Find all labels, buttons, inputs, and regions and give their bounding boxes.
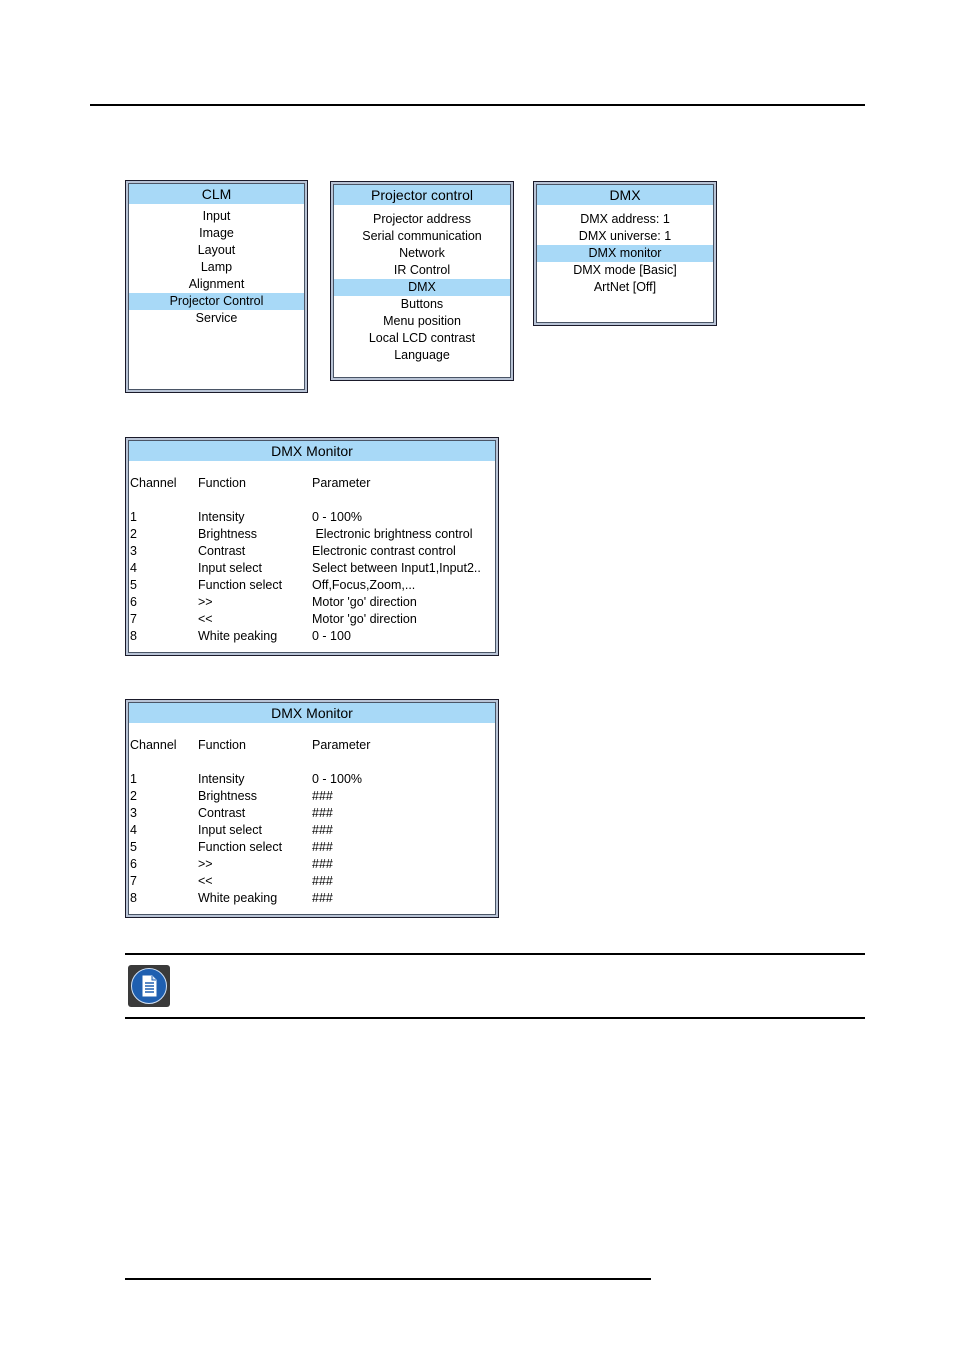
parameter-cell: Electronic brightness control [312, 527, 473, 541]
parameter-cell: 0 - 100 [312, 629, 351, 643]
projector-control-menu-title: Projector control [334, 185, 510, 205]
dmx-monitor-header-row [129, 737, 495, 754]
menu-item[interactable]: Serial communication [362, 229, 482, 243]
dmx-menu-title: DMX [537, 185, 713, 205]
table-row [129, 526, 495, 543]
menu-item[interactable]: Menu position [383, 314, 461, 328]
note-document-icon [128, 965, 170, 1007]
function-cell: Contrast [198, 544, 246, 558]
function-header: Function [198, 476, 246, 490]
function-cell: Input select [198, 823, 262, 837]
menu-item[interactable]: DMX address: 1 [580, 212, 670, 226]
table-row [129, 611, 495, 628]
dmx-menu-items [537, 211, 713, 296]
channel-cell: 8 [130, 891, 137, 905]
function-cell: White peaking [198, 891, 278, 905]
function-cell: Function select [198, 840, 283, 854]
channel-cell: 4 [130, 823, 137, 837]
table-row [129, 771, 495, 788]
projector-control-menu [330, 181, 514, 381]
function-cell: >> [198, 857, 213, 871]
channel-cell: 4 [130, 561, 137, 575]
parameter-cell: Motor 'go' direction [312, 595, 417, 609]
table-row [129, 560, 495, 577]
channel-cell: 2 [130, 527, 137, 541]
function-cell: << [198, 612, 213, 626]
channel-cell: 2 [130, 789, 137, 803]
function-cell: Intensity [198, 510, 245, 524]
channel-cell: 6 [130, 857, 137, 871]
dmx-monitor-title: DMX Monitor [129, 703, 495, 723]
table-row [129, 577, 495, 594]
menu-item[interactable]: DMX universe: 1 [578, 229, 672, 243]
parameter-cell: ### [312, 874, 333, 888]
parameter-cell: 0 - 100% [312, 772, 363, 786]
channel-cell: 3 [130, 544, 137, 558]
channel-cell: 3 [130, 806, 137, 820]
dmx-monitor-panel-1 [125, 437, 499, 656]
channel-header: Channel [130, 738, 177, 752]
parameter-cell: ### [312, 823, 333, 837]
table-row [129, 628, 495, 645]
menu-item[interactable]: Buttons [400, 297, 444, 311]
table-row [129, 873, 495, 890]
channel-cell: 5 [130, 578, 137, 592]
channel-cell: 8 [130, 629, 137, 643]
function-cell: Intensity [198, 772, 245, 786]
parameter-cell: ### [312, 891, 333, 905]
function-cell: Brightness [198, 527, 258, 541]
function-cell: White peaking [198, 629, 278, 643]
header-rule [90, 104, 865, 106]
menu-item[interactable]: DMX mode [Basic] [573, 263, 677, 277]
dmx-monitor-rows [129, 509, 495, 645]
parameter-cell: 0 - 100% [312, 510, 363, 524]
menu-item[interactable]: Input [202, 209, 231, 223]
function-header: Function [198, 738, 246, 752]
dmx-monitor-title: DMX Monitor [129, 441, 495, 461]
clm-menu-title: CLM [129, 184, 304, 204]
table-row [129, 805, 495, 822]
channel-header: Channel [130, 476, 177, 490]
note-bottom-rule [125, 1017, 865, 1019]
channel-cell: 5 [130, 840, 137, 854]
table-row [129, 543, 495, 560]
function-cell: Input select [198, 561, 262, 575]
parameter-cell: Select between Input1,Input2.. [312, 561, 481, 575]
table-row [129, 856, 495, 873]
menu-item[interactable]: Local LCD contrast [368, 331, 476, 345]
menu-item[interactable]: DMX [334, 279, 510, 296]
menu-item[interactable]: Projector address [373, 212, 471, 226]
dmx-monitor-header-row [129, 475, 495, 492]
menu-item[interactable]: IR Control [393, 263, 451, 277]
parameter-header: Parameter [312, 476, 371, 490]
menu-item[interactable]: Image [199, 226, 234, 240]
menu-item[interactable]: Service [195, 311, 238, 325]
function-cell: >> [198, 595, 213, 609]
channel-cell: 1 [130, 772, 137, 786]
parameter-cell: ### [312, 789, 333, 803]
projector-control-menu-items [334, 211, 510, 364]
menu-item[interactable]: ArtNet [Off] [593, 280, 657, 294]
menu-item[interactable]: Projector Control [129, 293, 304, 310]
channel-cell: 1 [130, 510, 137, 524]
parameter-cell: Off,Focus,Zoom,... [312, 578, 416, 592]
channel-cell: 7 [130, 612, 137, 626]
function-cell: Function select [198, 578, 283, 592]
clm-menu-items [129, 208, 304, 327]
function-cell: << [198, 874, 213, 888]
menu-item[interactable]: Layout [197, 243, 236, 257]
parameter-cell: Electronic contrast control [312, 544, 456, 558]
table-row [129, 509, 495, 526]
clm-menu [125, 180, 308, 393]
table-row [129, 890, 495, 907]
channel-cell: 6 [130, 595, 137, 609]
table-row [129, 594, 495, 611]
parameter-header: Parameter [312, 738, 371, 752]
dmx-monitor-rows [129, 771, 495, 907]
parameter-cell: ### [312, 806, 333, 820]
function-cell: Contrast [198, 806, 246, 820]
menu-item[interactable]: Network [399, 246, 445, 260]
note-top-rule [125, 953, 865, 955]
table-row [129, 822, 495, 839]
menu-item[interactable]: Lamp [200, 260, 233, 274]
menu-item[interactable]: Alignment [188, 277, 245, 291]
parameter-cell: ### [312, 840, 333, 854]
parameter-cell: Motor 'go' direction [312, 612, 417, 626]
dmx-monitor-panel-2 [125, 699, 499, 918]
function-cell: Brightness [198, 789, 258, 803]
table-row [129, 788, 495, 805]
parameter-cell: ### [312, 857, 333, 871]
dmx-menu [533, 181, 717, 326]
menu-item[interactable]: Language [394, 348, 450, 362]
footer-rule [125, 1278, 651, 1280]
menu-item[interactable]: DMX monitor [537, 245, 713, 262]
channel-cell: 7 [130, 874, 137, 888]
table-row [129, 839, 495, 856]
